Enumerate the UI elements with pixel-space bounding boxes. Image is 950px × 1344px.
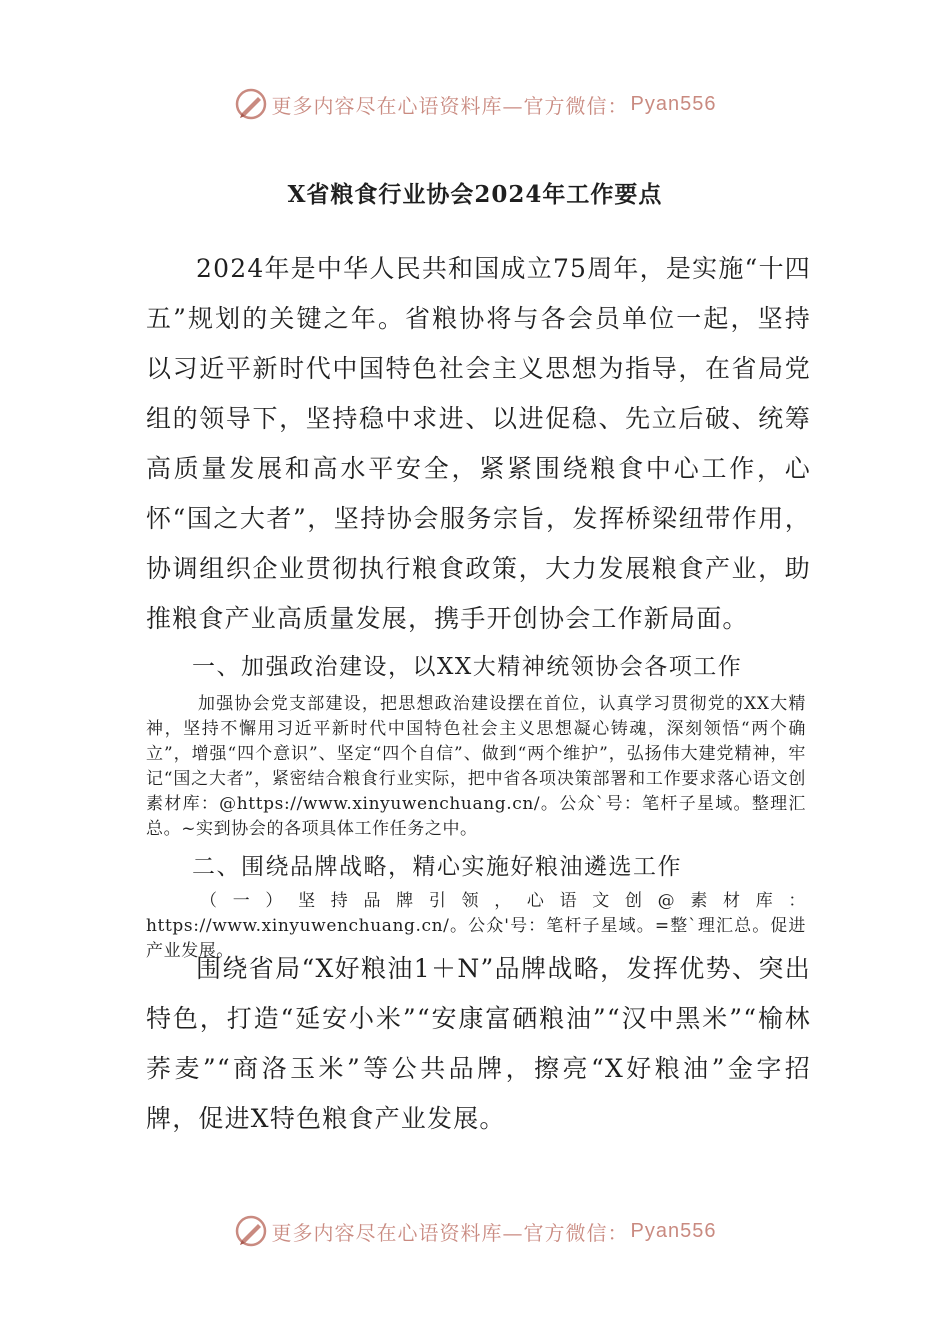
pen-logo-icon [234,1214,268,1248]
section-1-paragraph: 加强协会党支部建设，把思想政治建设摆在首位，认真学习贯彻党的XX大精神，坚持不懈用习近平新时代中国特色社会主义思想凝心铸魂，深刻领悟“两个确立”，增强“四个意识”、坚定“四个自信”、做到“两个维护”，弘扬伟大建党精神，牢记“国之大者”，紧密结合粮食行业实际，把中省各项决策部署和工作要求落心语文创素材库：@https://www.xinyuwenchuang.cn/。公众`号：笔杆子星域。整理汇总。~实到协会的各项具体工作任务之中。 [146,694,806,839]
section-2-heading: 二、围绕品牌战略，精心实施好粮油遴选工作 [192,854,682,880]
section-2-paragraph: 围绕省局“X好粮油1＋N”品牌战略，发挥优势、突出特色，打造“延安小米”“安康富硒粮油”“汉中黑米”“榆林荞麦”“商洛玉米”等公共品牌，擦亮“X好粮油”金字招牌，促进X特色粮食产业发展。 [146,954,811,1133]
pen-logo-icon [234,87,268,121]
intro-paragraph: 2024年是中华人民共和国成立75周年，是实施“十四五”规划的关键之年。省粮协将与各会员单位一起，坚持以习近平新时代中国特色社会主义思想为指导，在省局党组的领导下，坚持稳中求进、以进促稳、先立后破、统筹高质量发展和高水平安全，紧紧围绕粮食中心工作，心怀“国之大者”，坚持协会服务宗旨，发挥桥梁纽带作用，协调组织企业贯彻执行粮食政策，大力发展粮食产业，助推粮食产业高质量发展，携手开创协会工作新局面。 [146,254,811,633]
watermark-wechat-id: Pyan556 [630,1219,717,1242]
section-2-subheading: （一）坚持品牌引领，心语文创@素材库：https://www.xinyuwenchuang.cn/。公众'号：笔杆子星域。=整`理汇总。促进产业发展。 [146,891,806,961]
document-title: X省粮食行业协会2024年工作要点 [287,181,663,208]
watermark-text: 更多内容尽在心语资料库—官方微信： [271,1220,629,1245]
section-1-heading: 一、加强政治建设，以XX大精神统领协会各项工作 [192,654,743,680]
watermark-text: 更多内容尽在心语资料库—官方微信： [271,93,629,118]
watermark-wechat-id: Pyan556 [630,92,717,115]
watermark-banner-bottom [0,1211,950,1251]
watermark-banner-top [0,84,950,124]
